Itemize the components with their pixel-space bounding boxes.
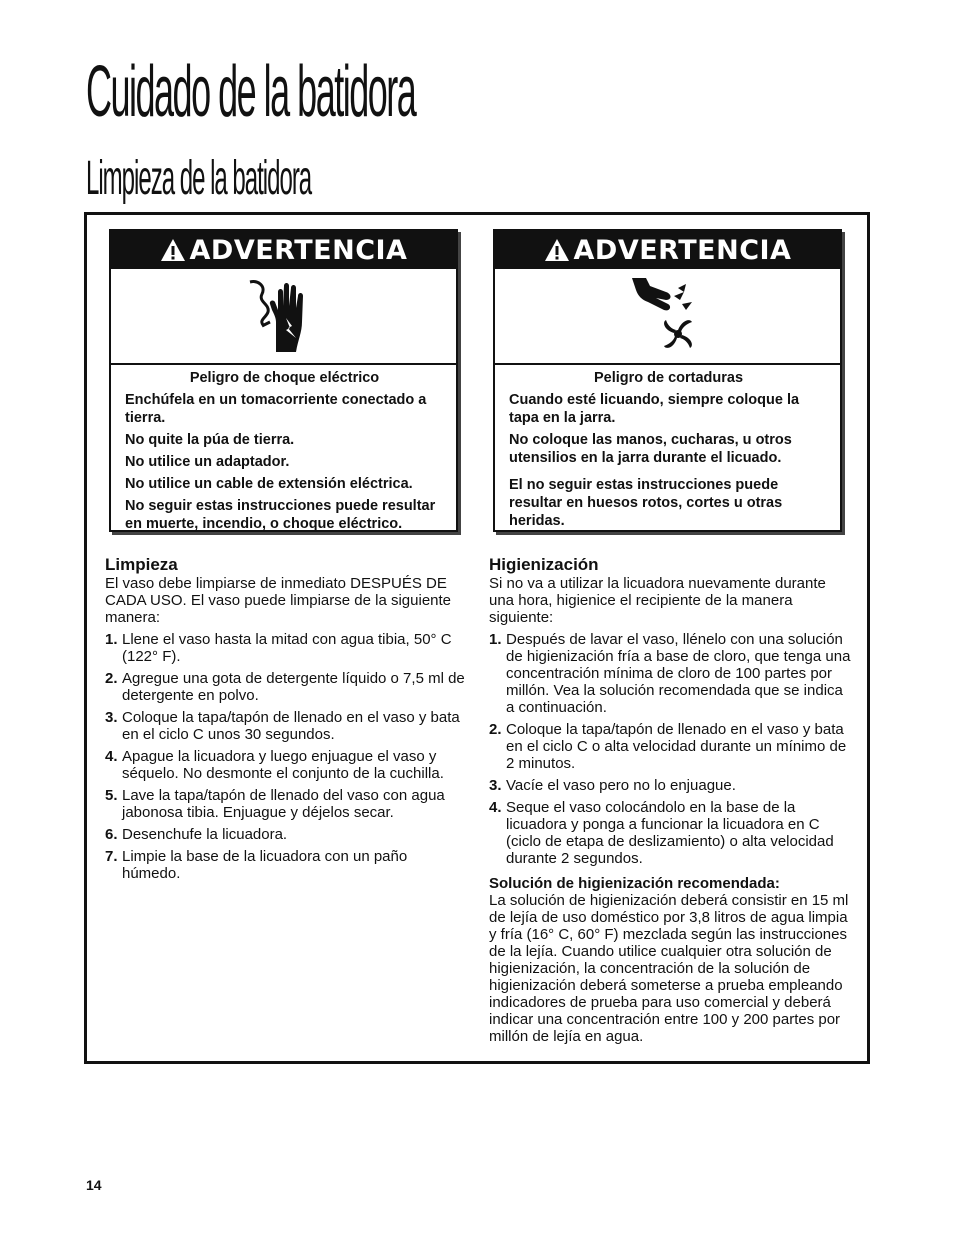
warning-box-cut-hazard [493, 229, 842, 532]
limpieza-intro: El vaso debe limpiarse de inmediato DESPUÉS DE CADA USO. El vaso puede limpiarse de la siguiente manera: [105, 575, 452, 626]
warning-line: No coloque las manos, cucharas, u otros utensilios en la jarra durante el licuado. [509, 432, 792, 466]
warning-line: No seguir estas instrucciones puede resultar en muerte, incendio, o choque eléctrico. [125, 498, 436, 532]
list-item: 5. Lave la tapa/tapón de llenado del vaso con agua jabonosa tibia. Enjuague y déjelos secar. [105, 787, 445, 821]
limpieza-steps [105, 631, 467, 882]
list-item: 2. Agregue una gota de detergente líquido o 7,5 ml de detergente en polvo. [105, 670, 465, 704]
warning-caption: Peligro de choque eléctrico [189, 370, 380, 386]
recommended-solution-text: La solución de higienización deberá consistir en 15 ml de lejía de uso doméstico por 3,8 litros de agua limpia y fría (16° C, 60° F) mezclada según las instrucciones de la lejía. Cuando utilice cualquier otra solución de higienización, la concentración de la solución de higienización deberá someterse a prueba empleando indicadores de prueba para uso comercial y deberá indicar una concentración entre 100 y 200 partes por millón de lejía en agua. [489, 892, 849, 1045]
list-item: 6. Desenchufe la licuadora. [105, 826, 288, 843]
page-title: Cuidado de la batidora [86, 52, 416, 132]
warning-triangle-icon [160, 237, 186, 263]
list-item: 4. Seque el vaso colocándolo en la base de la licuadora y ponga a funcionar la licuadora en C (ciclo de etapa de deslizamiento) o alta velocidad durante 2 segundos. [489, 799, 834, 867]
warning-header-label: ADVERTENCIA [189, 234, 408, 266]
list-item: 7. Limpie la base de la licuadora con un paño húmedo. [105, 848, 408, 882]
section-title: Limpieza de la batidora [86, 152, 312, 205]
cut-hazard-blade-icon [626, 274, 710, 358]
recommended-solution-heading: Solución de higienización recomendada: [489, 875, 780, 892]
warning-box-electric-shock [109, 229, 458, 532]
higienizacion-intro: Si no va a utilizar la licuadora nuevamente durante una hora, higienice el recipiente de la manera siguiente: [489, 575, 826, 626]
warning-line: No utilice un cable de extensión eléctrica. [125, 476, 413, 492]
higienizacion-heading: Higienización [489, 555, 599, 574]
limpieza-section [105, 555, 467, 887]
list-item: 3. Vacíe el vaso pero no lo enjuague. [489, 777, 736, 794]
list-item: 1. Después de lavar el vaso, llénelo con una solución de higienización fría a base de cloro, que tenga una concentración mínima de cloro de 100 partes por millón. Vea la solución recomendada que se indica a continuación. [489, 631, 851, 716]
higienizacion-section [489, 555, 855, 1045]
warning-header [111, 231, 456, 269]
list-item: 4. Apague la licuadora y luego enjuague el vaso y séquelo. No desmonte el conjunto de la cuchilla. [105, 748, 444, 782]
content-frame [84, 212, 870, 1064]
higienizacion-steps [489, 631, 855, 867]
warning-line: No quite la púa de tierra. [125, 432, 295, 448]
warning-caption: Peligro de cortaduras [593, 370, 744, 386]
page-number: 14 [86, 1177, 102, 1193]
electric-shock-hand-icon [244, 276, 324, 356]
list-item: 2. Coloque la tapa/tapón de llenado en el vaso y bata en el ciclo C o alta velocidad durante un mínimo de 2 minutos. [489, 721, 847, 772]
limpieza-heading: Limpieza [105, 555, 178, 574]
list-item: 3. Coloque la tapa/tapón de llenado en el vaso y bata en el ciclo C unos 30 segundos. [105, 709, 460, 743]
warning-header [495, 231, 840, 269]
warning-line: El no seguir estas instrucciones puede resultar en huesos rotos, cortes u otras heridas. [509, 477, 783, 529]
warning-line: Enchúfela en un tomacorriente conectado a tierra. [125, 392, 427, 426]
warning-triangle-icon [544, 237, 570, 263]
list-item: 1. Llene el vaso hasta la mitad con agua tibia, 50° C (122° F). [105, 631, 452, 665]
warning-line: Cuando esté licuando, siempre coloque la tapa en la jarra. [509, 392, 800, 426]
warning-line: No utilice un adaptador. [125, 454, 290, 470]
warning-header-label: ADVERTENCIA [573, 234, 792, 266]
